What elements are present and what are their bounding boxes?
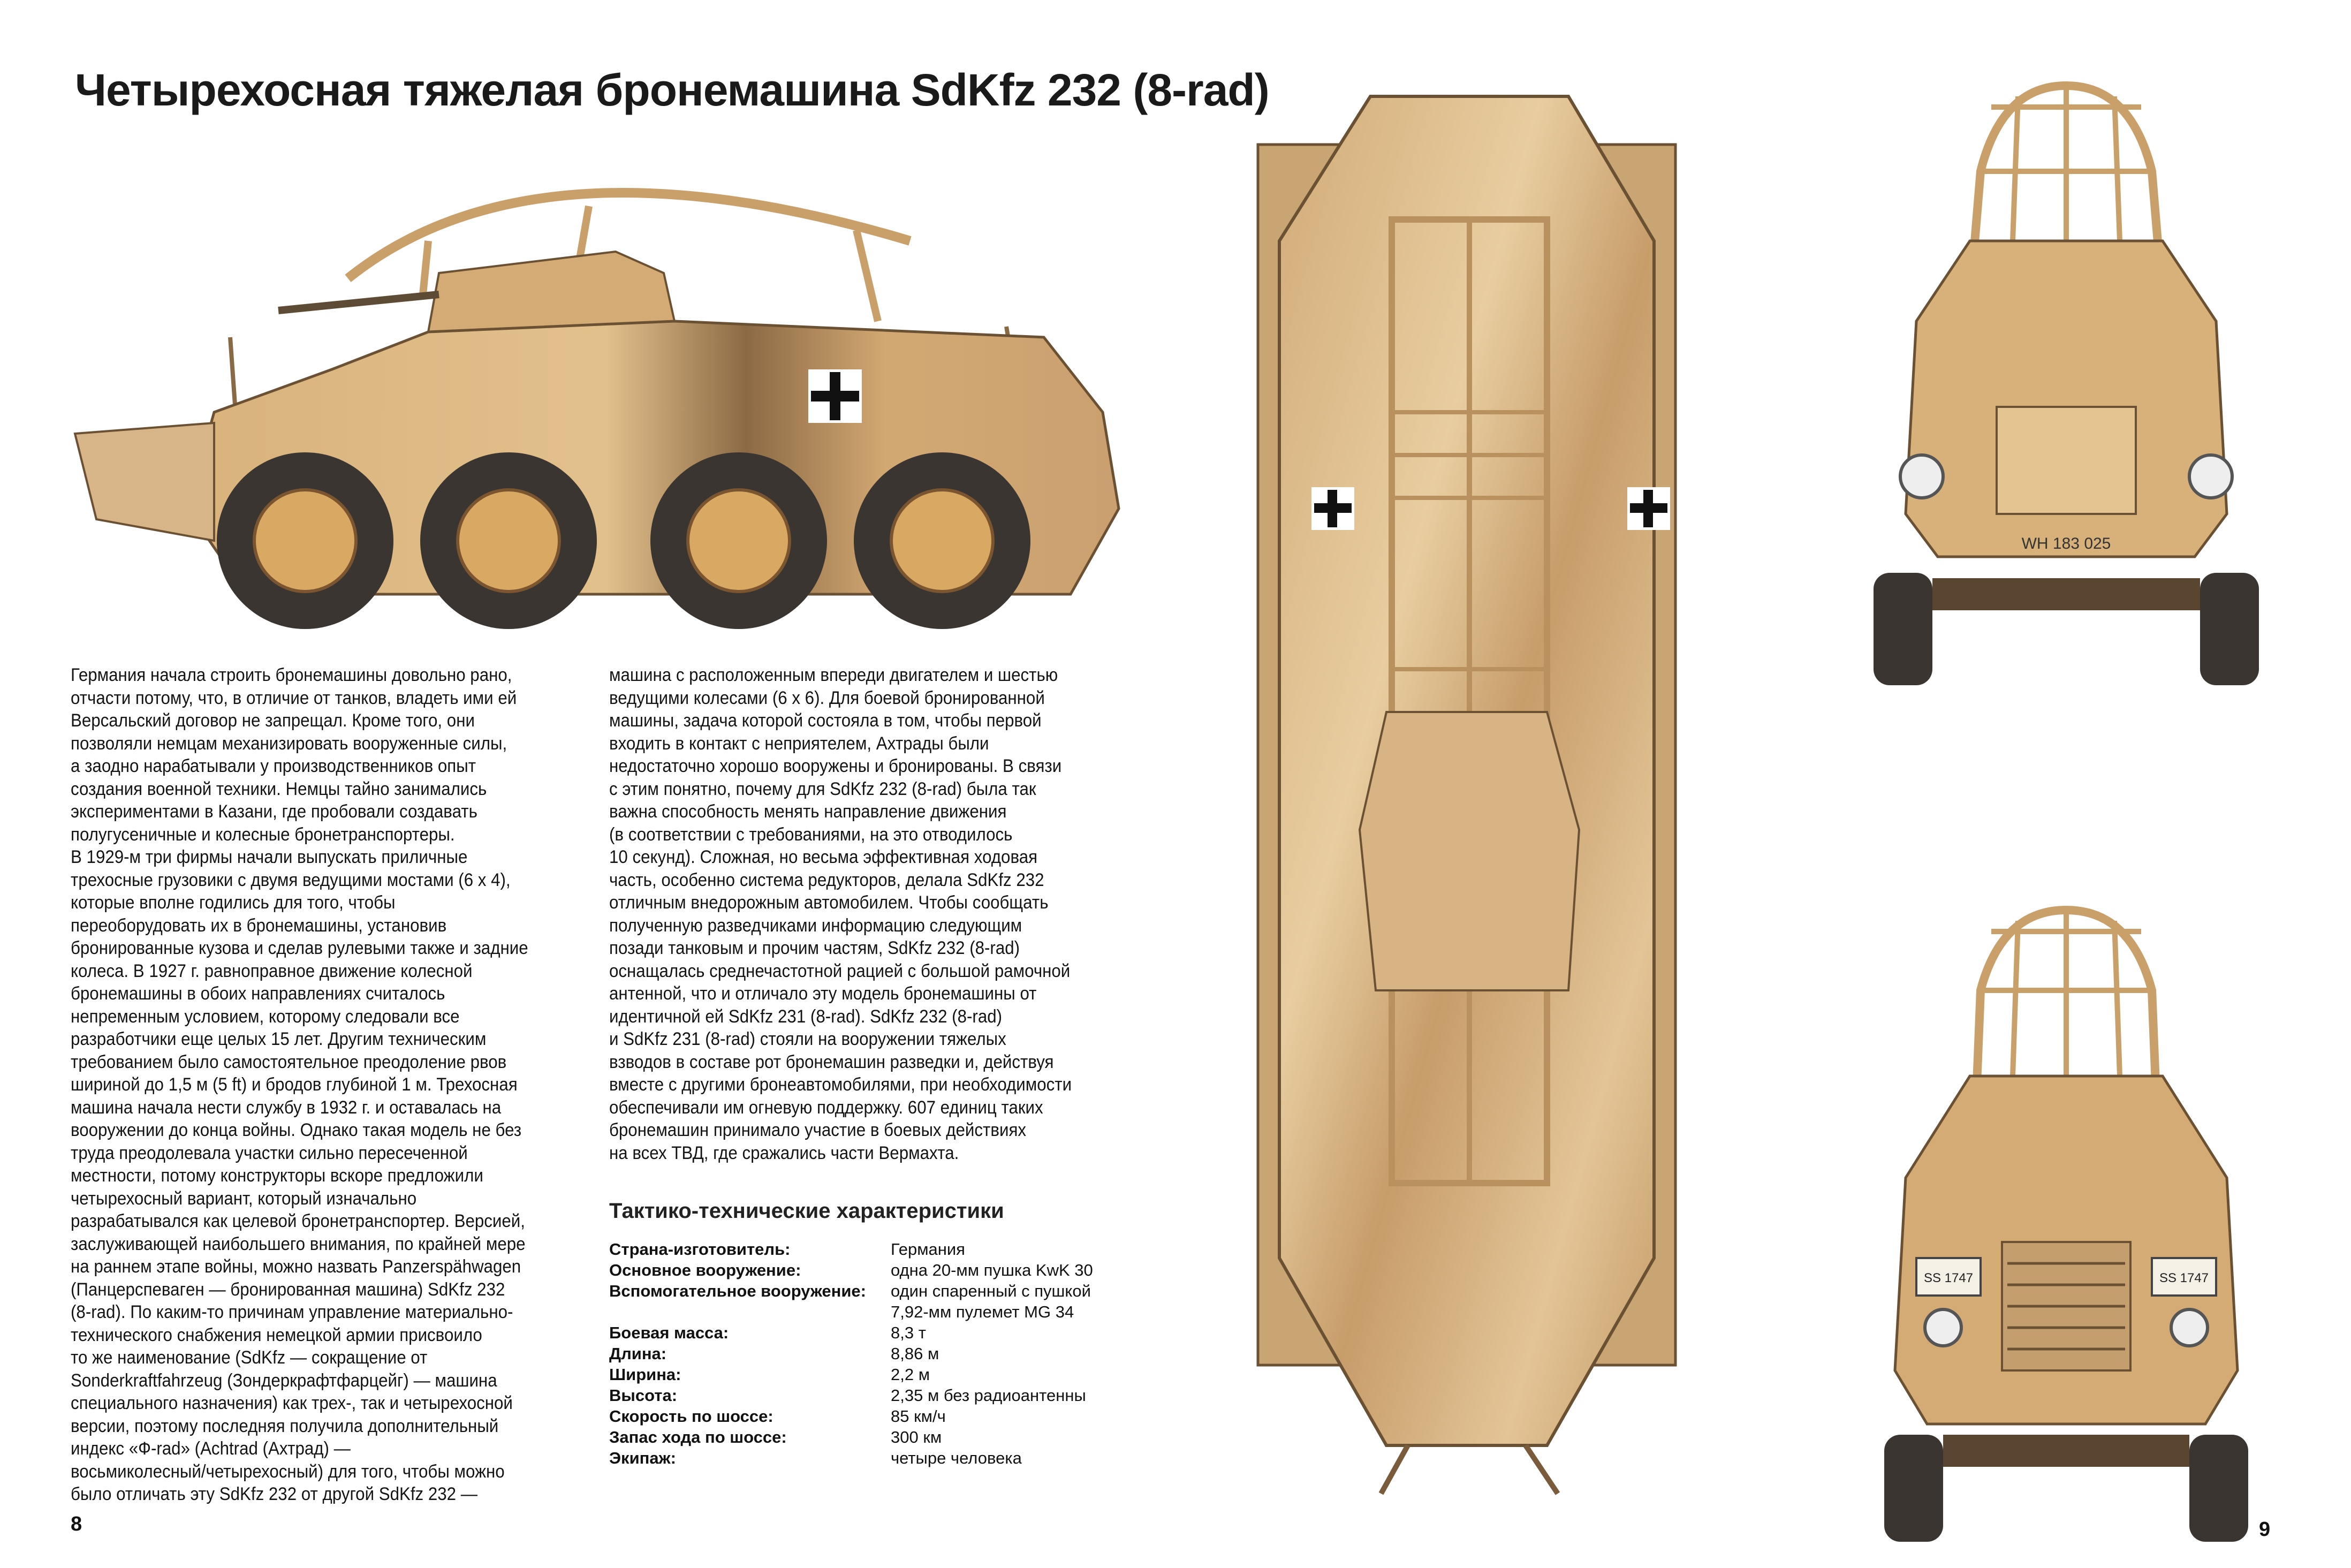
spec-value: 8,3 т bbox=[891, 1323, 926, 1342]
rear-plate-left: SS 1747 bbox=[1923, 1271, 1974, 1285]
spec-row bbox=[609, 1406, 1137, 1427]
spec-row bbox=[609, 1281, 1137, 1301]
body-text-line: на раннем этапе войны, можно назвать Panzerspähwagen bbox=[71, 1256, 521, 1277]
specs-heading: Тактико-технические характеристики bbox=[609, 1199, 1004, 1223]
spec-label: Запас хода по шоссе: bbox=[609, 1428, 787, 1446]
body-text-line: Sonderkraftfahrzeug (Зондеркрафтфарцейг) — машина bbox=[71, 1370, 497, 1391]
body-text-line: вооружении до конца войны. Однако такая модель не без bbox=[71, 1120, 522, 1140]
body-text-line: вместе с другими бронеавтомобилями, при необходимости bbox=[609, 1074, 1072, 1095]
body-text-line: бронированные кузова и сделав рулевыми также и задние bbox=[71, 938, 528, 958]
body-text-line: В 1929-м три фирмы начали выпускать приличные bbox=[71, 847, 468, 867]
spec-row bbox=[609, 1385, 1137, 1406]
rear-view-illustration bbox=[1841, 899, 2280, 1542]
body-text-line: (Панцерспевагeн — бронированная машина) SdKfz 232 bbox=[71, 1279, 505, 1300]
spec-value: Германия bbox=[891, 1240, 965, 1259]
spec-label: Скорость по шоссе: bbox=[609, 1407, 773, 1426]
body-text-line: колеса. В 1927 г. равноправное движение колесной bbox=[71, 960, 473, 981]
body-text-line: недостаточно хорошо вооружены и бронированы. В связи bbox=[609, 756, 1062, 776]
body-text-line: разрабатывался как целевой бронетранспортер. Версией, bbox=[71, 1211, 525, 1231]
spec-label: Основное вооружение: bbox=[609, 1261, 801, 1279]
front-plate: WH 183 025 bbox=[2021, 535, 2111, 552]
body-text-line: а заодно нарабатывали у производственников опыт bbox=[71, 756, 476, 776]
body-text-line: трехосные грузовики с двумя ведущими мостами (6 x 4), bbox=[71, 869, 511, 890]
body-text-line: взводов в составе рот бронемашин разведки и, действуя bbox=[609, 1051, 1054, 1072]
top-view-illustration bbox=[1247, 80, 1686, 1504]
body-text-line: (8-rad). По каким-то причинам управление материально- bbox=[71, 1302, 513, 1322]
body-text-line: антенной, что и отличало эту модель бронемашины от bbox=[609, 983, 1037, 1004]
body-text-line: труда преодолевала участки сильно пересеченной bbox=[71, 1142, 468, 1163]
body-text-line: на всех ТВД, где сражались части Вермахта. bbox=[609, 1142, 959, 1163]
body-text-line: машина с расположенным впереди двигателем и шестью bbox=[609, 665, 1058, 685]
spec-value: 2,2 м bbox=[891, 1365, 930, 1384]
side-view-illustration bbox=[54, 134, 1231, 669]
body-text-line: машины, задача которой состояла в том, чтобы первой bbox=[609, 710, 1042, 731]
page-title: Четырехосная тяжелая бронемашина SdKfz 232 (8-rad) bbox=[75, 65, 1269, 115]
spec-row bbox=[609, 1364, 1137, 1385]
body-text-line: с этим понятно, почему для SdKfz 232 (8-rad) была так bbox=[609, 778, 1036, 799]
body-text-line: было отличать эту SdKfz 232 от другой SdKfz 232 — bbox=[71, 1484, 478, 1504]
balkenkreuz-icon bbox=[1627, 487, 1670, 530]
body-text-line: обеспечивали им огневую поддержку. 607 единиц таких bbox=[609, 1097, 1043, 1118]
body-text-line: идентичной ей SdKfz 231 (8-rad). SdKfz 232 (8-rad) bbox=[609, 1006, 1003, 1027]
spec-value: 85 км/ч bbox=[891, 1407, 946, 1426]
balkenkreuz-icon bbox=[1311, 487, 1354, 530]
body-text-line: версии, поэтому последняя получила дополнительный bbox=[71, 1415, 499, 1436]
body-text-line: четырехосный вариант, который изначально bbox=[71, 1188, 417, 1209]
spec-value: четыре человека bbox=[891, 1449, 1022, 1467]
body-text-column-2 bbox=[609, 664, 1082, 1164]
spec-row bbox=[609, 1448, 1137, 1468]
specs-table bbox=[609, 1239, 1137, 1468]
page-number-left: 8 bbox=[71, 1513, 82, 1535]
spec-value: одна 20-мм пушка KwK 30 bbox=[891, 1261, 1093, 1279]
spec-value: 8,86 м bbox=[891, 1344, 939, 1363]
body-text-line: Германия начала строить бронемашины довольно рано, bbox=[71, 665, 512, 685]
body-text-line: создания военной техники. Немцы тайно занимались bbox=[71, 778, 487, 799]
body-text-line: позади танковым и прочим частям, SdKfz 232 (8-rad) bbox=[609, 938, 1020, 958]
spec-value: 2,35 м без радиоантенны bbox=[891, 1386, 1086, 1405]
body-text-line: местности, потому конструкторы вскоре предложили bbox=[71, 1165, 483, 1186]
body-text-line: переоборудовать их в бронемашины, установив bbox=[71, 915, 447, 936]
body-text-line: непременным условием, которому следовали все bbox=[71, 1006, 460, 1027]
spec-value: 7,92-мм пулемет MG 34 bbox=[891, 1302, 1074, 1321]
spec-row bbox=[609, 1239, 1137, 1260]
spec-label bbox=[609, 1301, 891, 1322]
body-text-line: индекс «Ф-rad» (Achtrad (Ахтрад) — bbox=[71, 1438, 351, 1459]
body-text-line: специального назначения) как трех-, так и четырехосной bbox=[71, 1393, 513, 1413]
balkenkreuz-icon bbox=[808, 369, 862, 423]
body-text-line: отличным внедорожным автомобилем. Чтобы сообщать bbox=[609, 892, 1049, 913]
body-text-line: шириной до 1,5 м (5 ft) и бродов глубиной 1 м. Трехосная bbox=[71, 1074, 518, 1095]
body-text-line: (в соответствии с требованиями, на это отводилось bbox=[609, 824, 1013, 845]
spec-row bbox=[609, 1301, 1137, 1322]
body-text-line: машина начала нести службу в 1932 г. и оставалась на bbox=[71, 1097, 502, 1118]
body-text-line: технического снабжения немецкой армии присвоило bbox=[71, 1324, 482, 1345]
body-text-line: требованием было самостоятельное преодоление рвов bbox=[71, 1051, 507, 1072]
body-text-line: восьмиколесный/четырехосный) для того, чтобы можно bbox=[71, 1461, 505, 1482]
spec-label: Боевая масса: bbox=[609, 1323, 729, 1342]
page-number-right: 9 bbox=[2259, 1518, 2271, 1541]
spec-label: Вспомогательное вооружение: bbox=[609, 1282, 867, 1300]
body-text-line: оснащалась среднечастотной рацией с большой рамочной bbox=[609, 960, 1071, 981]
rear-plate-right: SS 1747 bbox=[2159, 1271, 2209, 1285]
body-text-line: отчасти потому, что, в отличие от танков, владеть ими ей bbox=[71, 687, 517, 708]
body-text-line: полученную разведчиками информацию следующим bbox=[609, 915, 1022, 936]
body-text-line: часть, особенно система редукторов, делала SdKfz 232 bbox=[609, 869, 1044, 890]
body-text-line: то же наименование (SdKfz — сокращение от bbox=[71, 1347, 428, 1368]
body-text-line: входить в контакт с неприятелем, Ахтрады были bbox=[609, 733, 989, 754]
body-text-line: полугусеничные и колесные бронетранспортеры. bbox=[71, 824, 455, 845]
body-text-column-1 bbox=[71, 664, 543, 1506]
body-text-line: экспериментами в Казани, где пробовали создавать bbox=[71, 801, 477, 822]
spec-value: один спаренный с пушкой bbox=[891, 1282, 1091, 1300]
spec-row bbox=[609, 1343, 1137, 1364]
body-text-line: заслуживающей наибольшего внимания, по крайней мере bbox=[71, 1233, 526, 1254]
body-text-line: важна способность менять направление движения bbox=[609, 801, 1007, 822]
spec-label: Экипаж: bbox=[609, 1449, 676, 1467]
body-text-line: бронемашин принимало участие в боевых действиях bbox=[609, 1120, 1027, 1140]
body-text-line: позволяли немцам механизировать вооруженные силы, bbox=[71, 733, 507, 754]
spec-label: Высота: bbox=[609, 1386, 678, 1405]
spec-row bbox=[609, 1260, 1137, 1281]
spec-value: 300 км bbox=[891, 1428, 942, 1446]
spec-row bbox=[609, 1427, 1137, 1448]
body-text-line: бронемашины в обоих направлениях считалось bbox=[71, 983, 445, 1004]
body-text-line: ведущими колесами (6 x 6). Для боевой бронированной bbox=[609, 687, 1045, 708]
spec-label: Страна-изготовитель: bbox=[609, 1240, 791, 1259]
body-text-line: разработчики еще целых 15 лет. Другим техническим bbox=[71, 1029, 487, 1049]
body-text-line: Версальский договор не запрещал. Кроме того, они bbox=[71, 710, 475, 731]
body-text-line: которые вполне годились для того, чтобы bbox=[71, 892, 396, 913]
spec-row bbox=[609, 1322, 1137, 1343]
front-view-illustration bbox=[1841, 64, 2280, 685]
spec-label: Длина: bbox=[609, 1344, 667, 1363]
body-text-line: 10 секунд). Сложная, но весьма эффективная ходовая bbox=[609, 847, 1038, 867]
body-text-line: и SdKfz 231 (8-rad) стояли на вооружении тяжелых bbox=[609, 1029, 1006, 1049]
spec-label: Ширина: bbox=[609, 1365, 681, 1384]
